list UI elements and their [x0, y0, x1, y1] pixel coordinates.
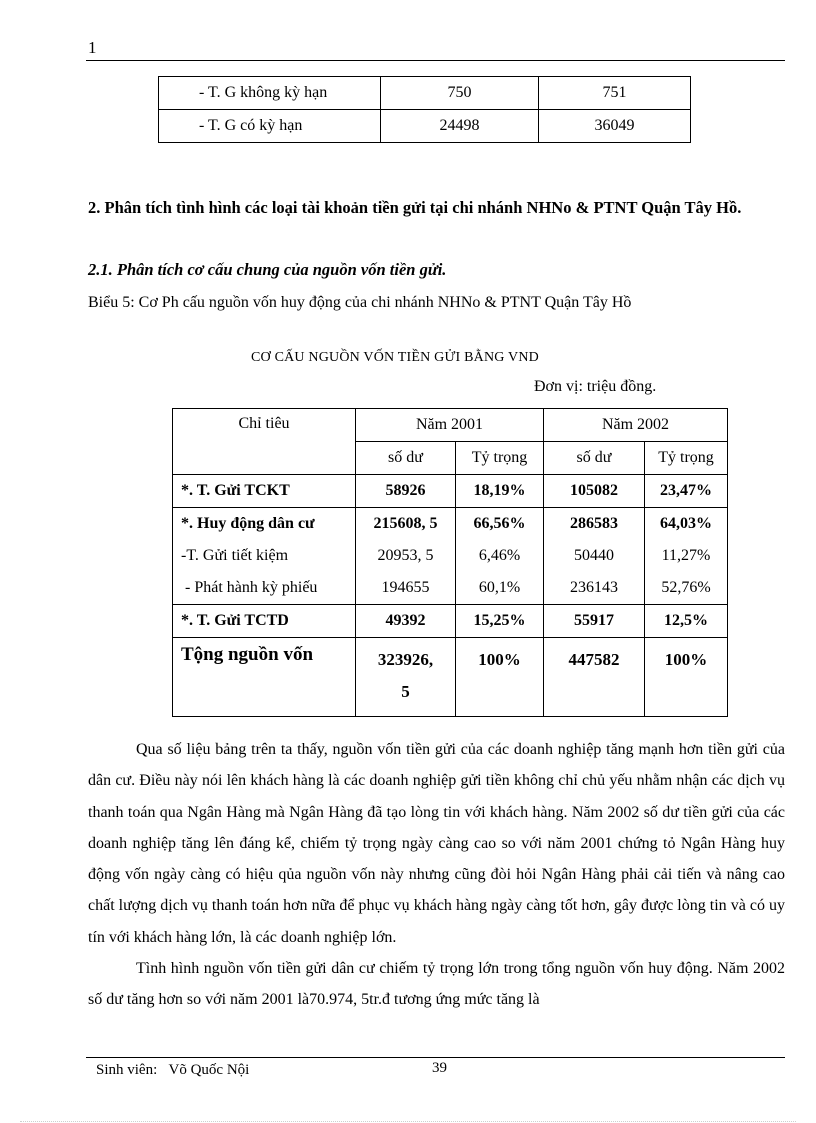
row-label: - T. G không kỳ hạn: [159, 77, 381, 110]
balance-2002: 105082: [544, 475, 645, 508]
total-balance-2001-line1: 323926,: [377, 650, 434, 669]
section-subheading: 2.1. Phân tích cơ cấu chung của nguồn vốn tiền gửi.: [88, 260, 447, 279]
header-rule: [86, 60, 785, 61]
balance-2002: 50440: [544, 540, 645, 572]
footer-student-name: Võ Quốc Nội: [168, 1062, 250, 1078]
share-2002: 52,76%: [645, 572, 728, 605]
row-label: -T. Gửi tiết kiệm: [173, 540, 356, 572]
share-2002: 64,03%: [645, 508, 728, 541]
figure-caption: Biểu 5: Cơ Ph cấu nguồn vốn huy động của chi nhánh NHNo & PTNT Quận Tây Hồ: [88, 294, 632, 311]
balance-2001: 215608, 5: [356, 508, 456, 541]
total-balance-2001-line2: 5: [401, 682, 410, 701]
capital-structure-table: [172, 408, 728, 717]
header-year-2002: Năm 2002: [544, 409, 728, 442]
header-balance-2002: số dư: [544, 442, 645, 475]
share-2001: 66,56%: [456, 508, 544, 541]
paragraph: Tình hình nguồn vốn tiền gửi dân cư chiếm tỷ trọng lớn trong tổng nguồn vốn huy động. Năm 2002 số dư tăng hơn so với năm 2001 là70.974, 5tr.đ tương ứng mức tăng là: [88, 960, 785, 1009]
footer-student: [96, 1062, 249, 1079]
table-row: [173, 508, 728, 541]
total-share-2002: [645, 638, 728, 717]
table-header-row: [173, 409, 728, 442]
total-balance-2001: [356, 638, 456, 717]
share-2002: 11,27%: [645, 540, 728, 572]
footer-page-number: 39: [432, 1060, 447, 1076]
total-share-2001-value: 100%: [478, 650, 521, 669]
balance-2001: 58926: [356, 475, 456, 508]
share-2002: 12,5%: [645, 605, 728, 638]
table-row: [173, 605, 728, 638]
total-share-2002-value: 100%: [664, 650, 708, 669]
value-2001: 24498: [381, 110, 539, 143]
total-balance-2002: [544, 638, 645, 717]
table-row: [159, 77, 691, 110]
header-share-2002: Tỷ trọng: [645, 442, 728, 475]
value-2002: 751: [539, 77, 691, 110]
share-2001: 60,1%: [456, 572, 544, 605]
balance-2002: 236143: [544, 572, 645, 605]
balance-2001: 49392: [356, 605, 456, 638]
table-row: [173, 475, 728, 508]
row-label: *. T. Gửi TCTD: [173, 605, 356, 638]
table-row: [173, 572, 728, 605]
row-label: *. T. Gửi TCKT: [173, 475, 356, 508]
table-row: [173, 540, 728, 572]
value-2001: 750: [381, 77, 539, 110]
header-page-number: 1: [88, 38, 97, 57]
balance-2001: 194655: [356, 572, 456, 605]
balance-2001: 20953, 5: [356, 540, 456, 572]
table-row: [159, 110, 691, 143]
header-balance-2001: số dư: [356, 442, 456, 475]
header-share-2001: Tỷ trọng: [456, 442, 544, 475]
row-label: *. Huy động dân cư: [173, 508, 356, 541]
section-heading: 2. Phân tích tình hình các loại tài khoản tiền gửi tại chi nhánh NHNo & PTNT Quận Tây Hồ.: [88, 198, 742, 217]
table-title: CƠ CẤU NGUỒN VỐN TIỀN GỬI BẰNG VND: [251, 350, 539, 365]
row-label: - T. G có kỳ hạn: [159, 110, 381, 143]
share-2001: 15,25%: [456, 605, 544, 638]
unit-label: Đơn vị: triệu đồng.: [534, 378, 657, 395]
footer-student-label: Sinh viên:: [96, 1062, 158, 1078]
total-share-2001: [456, 638, 544, 717]
page-bottom-divider: [20, 1121, 796, 1122]
header-indicator: Chỉ tiêu: [173, 409, 356, 475]
share-2001: 18,19%: [456, 475, 544, 508]
footer-rule: [86, 1057, 785, 1058]
total-label: [173, 638, 356, 717]
total-balance-2002-value: 447582: [568, 650, 620, 669]
total-label-text: Tộng nguồn vốn: [181, 644, 314, 665]
body-text: [88, 734, 785, 1016]
row-label: - Phát hành kỳ phiếu: [173, 572, 356, 605]
paragraph: Qua số liệu bảng trên ta thấy, nguồn vốn tiền gửi của các doanh nghiệp tăng mạnh hơn tiền gửi của dân cư. Điều này nói lên khách hàng là các doanh nghiệp gửi tiền không chỉ chủ yếu nhằm nhận các dịch vụ thanh toán qua Ngân Hàng mà Ngân Hàng đã tạo lòng tin với khách hàng. Năm 2002 số dư tiền gửi của các doanh nghiệp tăng lên đáng kể, chiếm tỷ trọng ngày càng cao so với năm 2001 chứng tỏ Ngân Hàng huy động vốn ngày càng có hiệu qủa nguồn vốn này nhưng cũng đòi hỏi Ngân Hàng phải cải tiến và nâng cao chất lượng dịch vụ thanh toán hơn nữa để phục vụ khách hàng ngày càng tốt hơn, gây được lòng tin và có uy tín với khách hàng lớn, là các doanh nghiệp lớn.: [88, 741, 785, 946]
balance-2002: 286583: [544, 508, 645, 541]
balance-2002: 55917: [544, 605, 645, 638]
share-2001: 6,46%: [456, 540, 544, 572]
value-2002: 36049: [539, 110, 691, 143]
header-year-2001: Năm 2001: [356, 409, 544, 442]
share-2002: 23,47%: [645, 475, 728, 508]
table-total-row: [173, 638, 728, 717]
top-table: [158, 76, 691, 143]
